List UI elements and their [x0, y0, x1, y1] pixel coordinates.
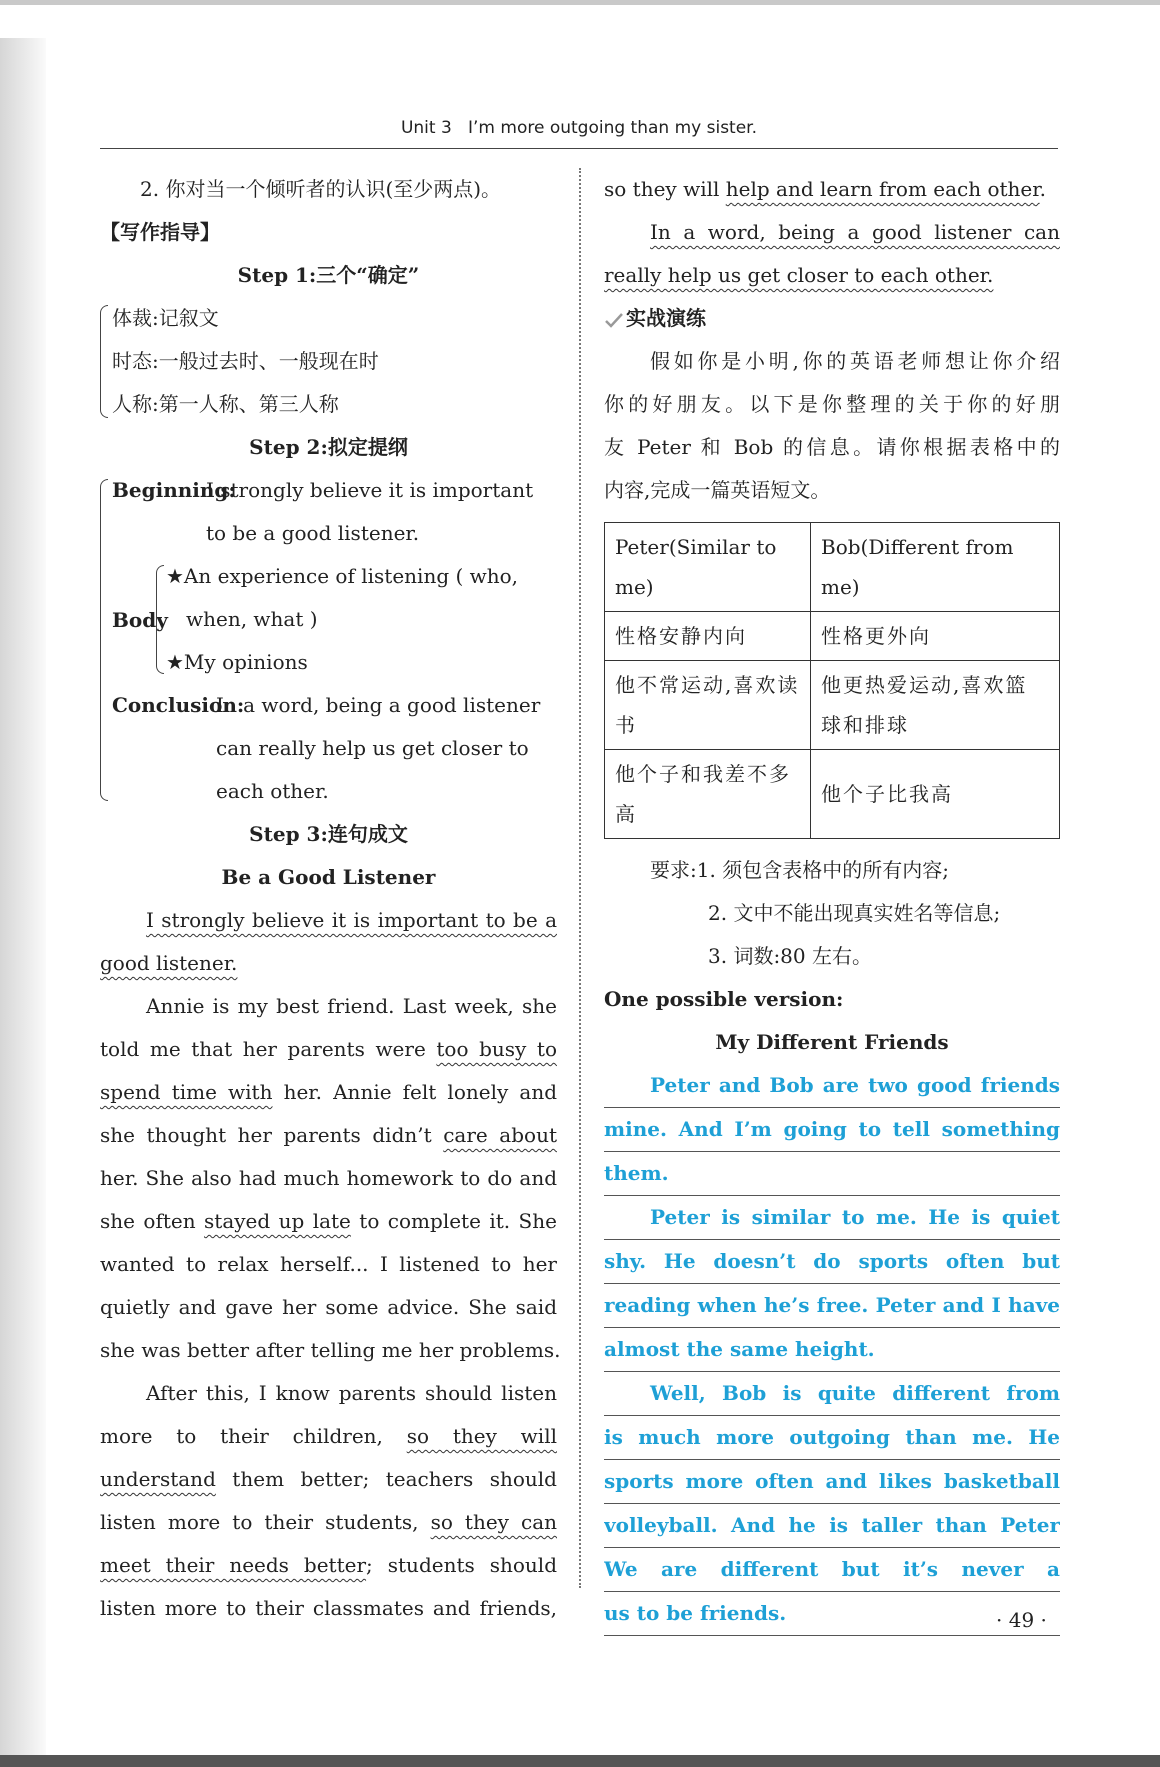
- check-icon: [604, 311, 624, 329]
- prompt-l4: 内容,完成一篇英语短文。: [604, 478, 831, 502]
- brace-icon: [100, 305, 108, 418]
- table-row: [605, 750, 1060, 839]
- answer-line: almost the same height.: [604, 1328, 1060, 1372]
- question-2: 2. 你对当一个倾听者的认识(至少两点)。: [140, 177, 502, 201]
- left-column: [100, 168, 561, 1630]
- wavy-text: too busy to: [436, 1037, 557, 1061]
- answer-line: shy. He doesn’t do sports often but: [604, 1240, 1060, 1284]
- body-item-1-line-2: when, what ): [186, 607, 318, 631]
- answer-title: My Different Friends: [715, 1030, 949, 1054]
- requirement-2: 2. 文中不能出现真实姓名等信息;: [708, 901, 1001, 925]
- essay-p2-l9: she was better after telling me her problems.: [100, 1338, 561, 1362]
- answer-line: reading when he’s free. Peter and I have: [604, 1284, 1060, 1328]
- outline-brace-icon: [100, 479, 108, 801]
- text: her. Annie felt lonely and: [272, 1080, 557, 1104]
- conclusion-line-1: In a word, being a good listener: [216, 693, 541, 717]
- conclusion-line-3: each other.: [216, 779, 329, 803]
- body-item-2: ★My opinions: [166, 650, 308, 674]
- wavy-text: so they can: [430, 1510, 557, 1534]
- answer-line: mine. And I’m going to tell something: [604, 1108, 1060, 1152]
- table-header-bob: Bob(Different from me): [811, 523, 1060, 612]
- info-table: [604, 522, 1060, 839]
- page-number: · 49 ·: [996, 1608, 1047, 1632]
- wavy-text: spend time with: [100, 1080, 273, 1104]
- essay-p3-l2: [100, 1415, 557, 1458]
- wavy-text: understand: [100, 1467, 216, 1491]
- writing-guide-heading: 【写作指导】: [100, 220, 220, 244]
- outline: [100, 469, 557, 813]
- requirement-label: 要求:: [650, 858, 697, 882]
- outline-body: [112, 555, 557, 684]
- wavy-text: care about: [443, 1123, 557, 1147]
- body-brace-icon: [156, 565, 164, 674]
- essay-cont-l3: [604, 254, 1060, 297]
- page-shadow: [0, 38, 46, 1767]
- essay-p3-l1: After this, I know parents should listen: [146, 1381, 557, 1405]
- wavy-text: good listener.: [100, 951, 238, 975]
- wavy-text: stayed up late: [204, 1209, 351, 1233]
- answer-line: Well, Bob is quite different from: [604, 1372, 1060, 1416]
- table-cell: 他更热爱运动,喜欢篮球和排球: [811, 661, 1060, 750]
- essay-title: Be a Good Listener: [221, 865, 436, 889]
- outline-conclusion: [112, 684, 557, 727]
- version-label: One possible version:: [604, 987, 844, 1011]
- essay-p1-l2: [100, 942, 557, 985]
- text: more to their children,: [100, 1424, 407, 1448]
- essay-p1-l1: [100, 899, 557, 942]
- practice-heading: [604, 297, 1060, 340]
- answer-line: Peter and Bob are two good friends: [604, 1064, 1060, 1108]
- running-header: [100, 118, 1058, 138]
- wavy-text: meet their needs better: [100, 1553, 367, 1577]
- answer-line: is much more outgoing than me. He: [604, 1416, 1060, 1460]
- wavy-text: so they will: [406, 1424, 557, 1448]
- wavy-text: In a word, being a good listener can: [650, 220, 1060, 244]
- step1-brace-group: [100, 297, 557, 426]
- text: she often: [100, 1209, 205, 1233]
- essay-cont-l1: [604, 168, 1060, 211]
- body-label: Body: [112, 607, 168, 632]
- wavy-text: I strongly believe it is important to be a: [146, 908, 557, 932]
- text: told me that her parents were: [100, 1037, 437, 1061]
- step1-heading: Step 1:三个“确定”: [237, 263, 420, 287]
- table-cell: 性格安静内向: [605, 612, 811, 661]
- essay-p2-l8: quietly and gave her some advice. She said: [100, 1295, 557, 1319]
- answer-line: us to be friends.: [604, 1592, 1060, 1636]
- answer-line: volleyball. And he is taller than Peter: [604, 1504, 1060, 1548]
- step1-tense: 时态:一般过去时、一般现在时: [112, 349, 379, 373]
- essay-p3-l6: listen more to their classmates and friends,: [100, 1596, 557, 1620]
- essay-p2-l5: her. She also had much homework to do and: [100, 1166, 557, 1190]
- conclusion-line-2: can really help us get closer to: [216, 736, 529, 760]
- text: she thought her parents didn’t: [100, 1123, 444, 1147]
- essay-p3-l3: [100, 1458, 557, 1501]
- essay-p2-l3: [100, 1071, 557, 1114]
- table-cell: 他个子比我高: [811, 750, 1060, 839]
- text: them better; teachers should: [215, 1467, 557, 1491]
- answer-line: them.: [604, 1152, 1060, 1196]
- conclusion-label: Conclusion:: [112, 693, 245, 717]
- bottom-edge: [0, 1755, 1160, 1767]
- text: 1. 须包含表格中的所有内容;: [696, 858, 949, 882]
- wavy-text: really help us get closer to each other.: [604, 263, 994, 287]
- header-rule: [100, 148, 1058, 149]
- table-row: [605, 661, 1060, 750]
- step2-heading: Step 2:拟定提纲: [249, 435, 408, 459]
- text: to complete it. She: [350, 1209, 557, 1233]
- essay-p2-l4: [100, 1114, 557, 1157]
- text: .: [1039, 177, 1046, 201]
- essay-p2-l1: Annie is my best friend. Last week, she: [146, 994, 557, 1018]
- beginning-line-1: I strongly believe it is important: [206, 478, 534, 502]
- essay-p2-l6: [100, 1200, 557, 1243]
- prompt-l3: 友 Peter 和 Bob 的信息。请你根据表格中的: [604, 435, 1060, 459]
- table-cell: 他不常运动,喜欢读书: [605, 661, 811, 750]
- step1-genre: 体裁:记叙文: [112, 306, 219, 330]
- answer-line: sports more often and likes basketball: [604, 1460, 1060, 1504]
- requirement-3: 3. 词数:80 左右。: [708, 944, 872, 968]
- answer-line: We are different but it’s never a: [604, 1548, 1060, 1592]
- table-row: [605, 612, 1060, 661]
- text: so they will: [604, 177, 726, 201]
- table-cell: 他个子和我差不多高: [605, 750, 811, 839]
- top-edge: [0, 0, 1160, 5]
- step3-heading: Step 3:连句成文: [249, 822, 408, 846]
- body-item-1-line-1: ★An experience of listening ( who,: [166, 564, 519, 588]
- prompt-l1: 假如你是小明,你的英语老师想让你介绍: [650, 349, 1060, 373]
- essay-p2-l7: wanted to relax herself... I listened to her: [100, 1252, 557, 1276]
- essay-p2-l2: [100, 1028, 557, 1071]
- step1-person: 人称:第一人称、第三人称: [112, 392, 339, 416]
- text: listen more to their students,: [100, 1510, 431, 1534]
- prompt-l2: 你的好朋友。以下是你整理的关于你的好朋: [604, 392, 1060, 416]
- essay-p3-l5: [100, 1544, 557, 1587]
- header-unit: Unit 3: [400, 118, 452, 138]
- requirement-1: [604, 849, 1060, 892]
- essay-p3-l4: [100, 1501, 557, 1544]
- beginning-line-2: to be a good listener.: [206, 521, 420, 545]
- text: ; students should: [366, 1553, 557, 1577]
- beginning-label: Beginning:: [112, 478, 236, 502]
- column-divider: [579, 168, 581, 1588]
- table-cell: 性格更外向: [811, 612, 1060, 661]
- wavy-text: help and learn from each other: [725, 177, 1040, 201]
- table-header-peter: Peter(Similar to me): [605, 523, 811, 612]
- answer-line: Peter is similar to me. He is quiet: [604, 1196, 1060, 1240]
- header-title: I’m more outgoing than my sister.: [468, 118, 758, 138]
- table-header-row: [605, 523, 1060, 612]
- essay-cont-l2: [604, 211, 1060, 254]
- body-items: [156, 555, 518, 684]
- outline-beginning: [112, 469, 557, 512]
- practice-title: 实战演练: [626, 306, 706, 330]
- right-column: [604, 168, 1060, 1636]
